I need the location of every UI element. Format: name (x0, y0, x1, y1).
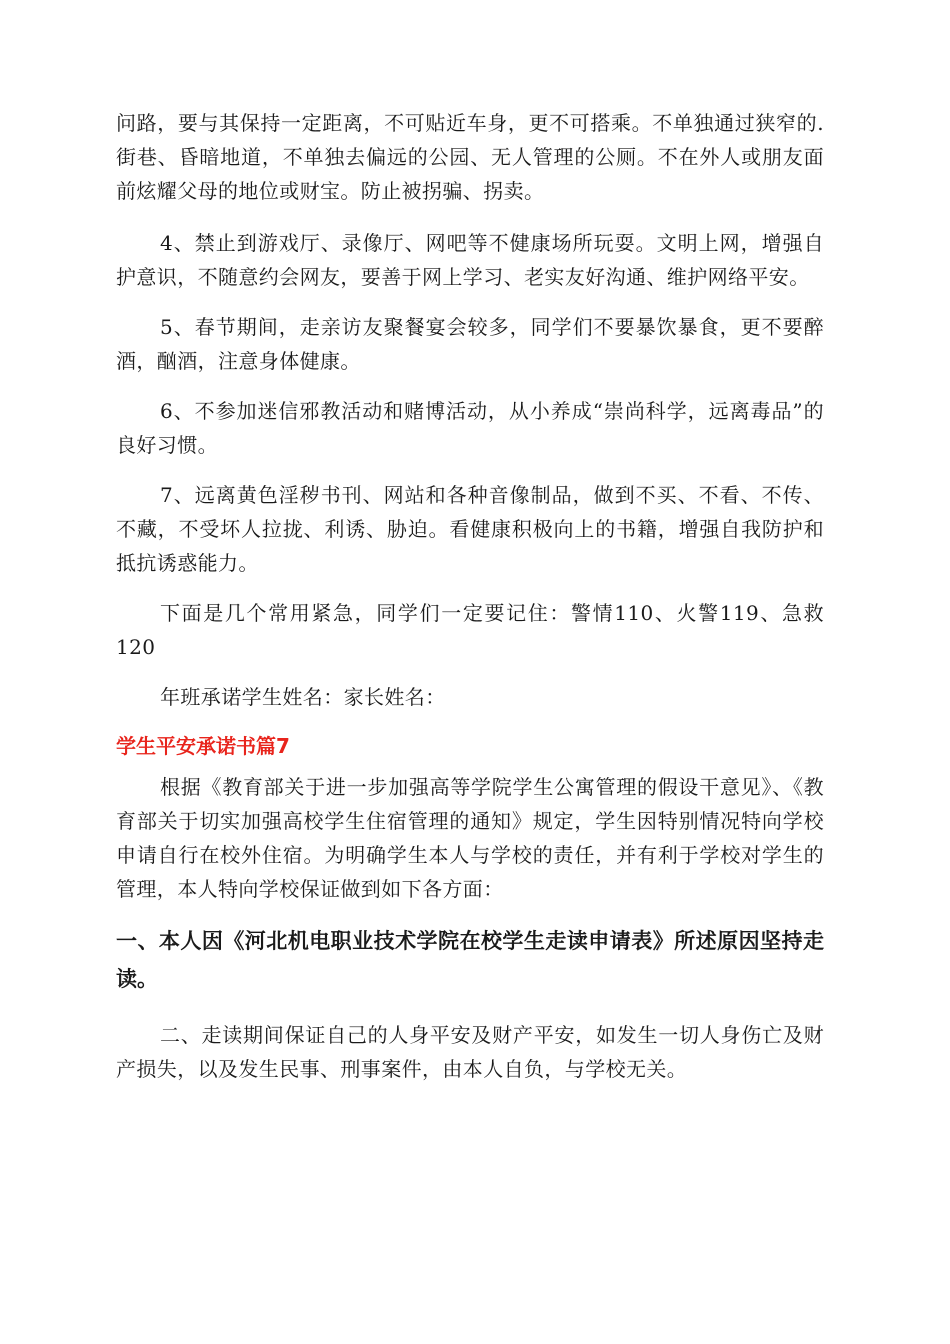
paragraph-rule-7: 7、远离黄色淫秽书刊、网站和各种音像制品，做到不买、不看、不传、不藏，不受坏人拉拢、利诱、胁迫。看健康积极向上的书籍，增强自我防护和抵抗诱惑能力。 (116, 483, 824, 575)
paragraph-item-two: 二、走读期间保证自己的人身平安及财产平安，如发生一切人身伤亡及财产损失，以及发生民事、刑事案件，由本人自负，与学校无关。 (116, 1023, 824, 1081)
paragraph-emergency-numbers: 下面是几个常用紧急，同学们一定要记住：警情110、火警119、急救120 (116, 601, 824, 659)
paragraph-rule-4: 4、禁止到游戏厅、录像厅、网吧等不健康场所玩耍。文明上网，增强自护意识，不随意约会网友，要善于网上学习、老实友好沟通、维护网络平安。 (116, 231, 824, 289)
paragraph-signature-line: 年班承诺学生姓名：家长姓名： (160, 685, 446, 709)
section-title: 学生平安承诺书篇7 (116, 734, 290, 758)
paragraph-rule-5: 5、春节期间，走亲访友聚餐宴会较多，同学们不要暴饮暴食，更不要醉酒，酗酒，注意身体健康。 (116, 315, 824, 373)
paragraph-section-intro: 根据《教育部关于进一步加强高等学院学生公寓管理的假设干意见》、《教育部关于切实加强高校学生住宿管理的通知》规定，学生因特别情况特向学校申请自行在校外住宿。为明确学生本人与学校的责任，并有利于学校对学生的管理，本人特向学校保证做到如下各方面： (116, 775, 824, 901)
item-one-heading: 一、本人因《河北机电职业技术学院在校学生走读申请表》所述原因坚持走读。 (116, 929, 824, 991)
paragraph-safety-strangers: 问路，要与其保持一定距离，不可贴近车身，更不可搭乘。不单独通过狭窄的.街巷、昏暗地道，不单独去偏远的公园、无人管理的公厕。不在外人或朋友面前炫耀父母的地位或财宝。防止被拐骗、拐卖。 (116, 111, 824, 203)
paragraph-rule-6: 6、不参加迷信邪教活动和赌博活动，从小养成“崇尚科学，远离毒品”的良好习惯。 (116, 399, 824, 457)
